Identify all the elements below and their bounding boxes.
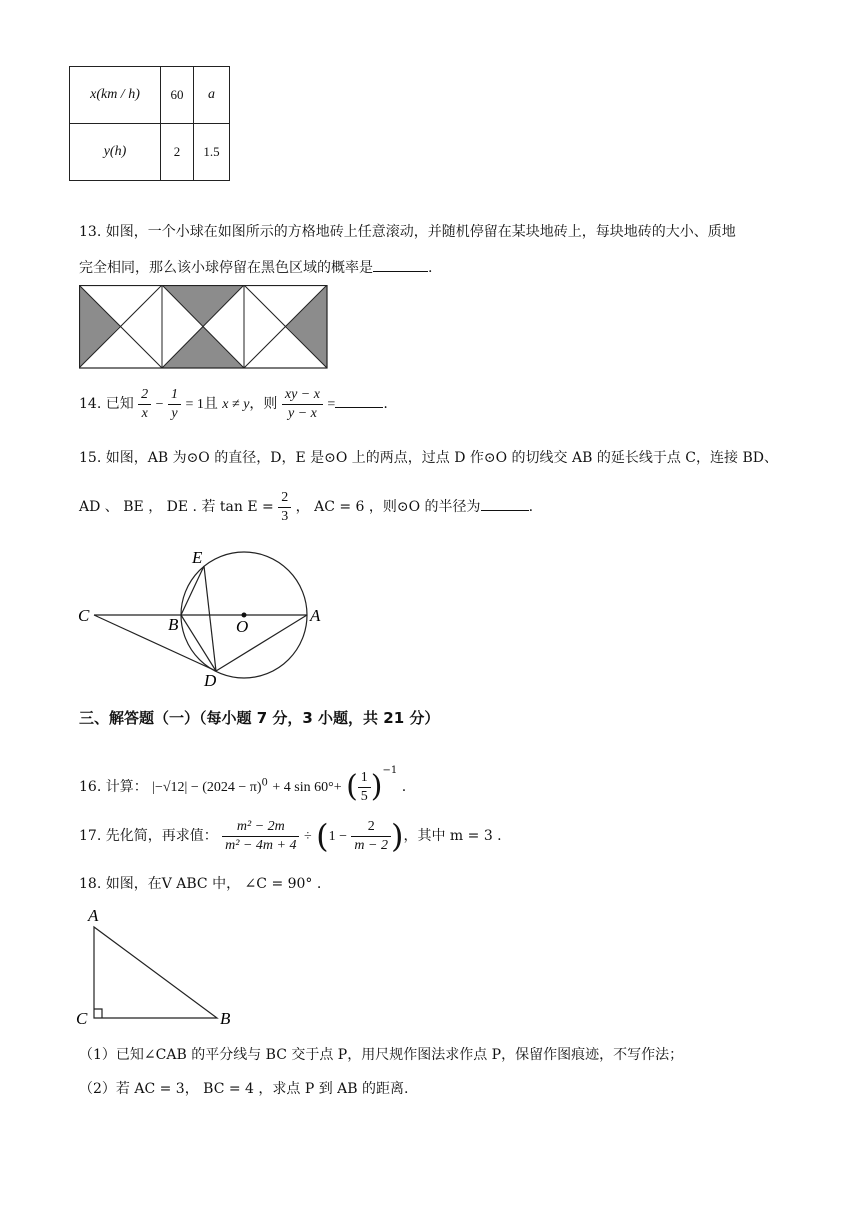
fraction: $\frac{1}{5}$ [358, 769, 371, 806]
value-table [69, 66, 230, 181]
q18-sub2: （2）若 AC = 3， BC = 4 ，求点 P 到 AB 的距离. [79, 1081, 409, 1097]
fraction: $\frac{xy - x}{y - x}$ [282, 386, 323, 423]
fraction: $\frac{2}{x}$ [138, 386, 151, 423]
q14: 14. 已知 $\frac{2}{x}$ − $\frac{1}{y}$ = 1且 x ≠ y，则 $\frac{xy - x}{y - x}$ = . [79, 386, 388, 421]
table-cell: y(h) [70, 124, 161, 181]
label-b: B [168, 615, 179, 634]
q18-sub1: （1）已知∠CAB 的平分线与 BC 交于点 P，用尺规作图法求作点 P，保留作图痕迹，不写作法； [79, 1047, 684, 1063]
q13-line2: 完全相同，那么该小球停留在黑色区域的概率是 . [79, 257, 432, 278]
fraction: $\frac{2}{3}$ [278, 489, 291, 526]
q18-line1: 18. 如图，在V ABC 中， ∠C = 90° . [79, 876, 322, 892]
circle-figure [72, 540, 332, 692]
table-cell: 60 [161, 67, 194, 124]
label-b: B [220, 1009, 231, 1028]
q15-line1: 15. 如图，AB 为⊙O 的直径，D，E 是⊙O 上的两点，过点 D 作⊙O 的切线交 AB 的延长线于点 C，连接 BD、 [79, 450, 778, 466]
fraction: $\frac{1}{y}$ [168, 386, 181, 423]
triangle-figure [72, 905, 242, 1033]
right-angle-mark [94, 1009, 102, 1018]
table-cell: a [194, 67, 230, 124]
label-c: C [76, 1009, 88, 1028]
q17: 17. 先化简，再求值： $\frac{\text{m² − 2m}}{\text{m² − 4m + 4}}$ ÷ (1 − $\frac{2}{m - 2}$ )，其中 m = 3 . [79, 817, 502, 855]
label-d: D [204, 671, 217, 690]
q15-line2: AD 、 BE ， DE . 若 tan E = $\frac{2}{3}$ ， AC = 6 ，则⊙O 的半径为 . [79, 489, 534, 524]
triangle-abc [94, 927, 217, 1018]
section-heading: 三、解答题（一）（每小题 7 分，3 小题，共 21 分） [79, 709, 440, 727]
fraction: $\frac{2}{m - 2}$ [351, 818, 391, 855]
shaded-triangle [162, 326, 244, 368]
label-a: A [88, 906, 99, 925]
shaded-triangle [162, 285, 244, 326]
table-cell: x(km / h) [70, 67, 161, 124]
fraction: $\frac{\text{m² − 2m}}{\text{m² − 4m + 4}}$ [222, 818, 299, 855]
tile-figure [79, 285, 329, 369]
answer-blank [373, 257, 428, 272]
label-e: E [192, 548, 203, 567]
table-cell: 1.5 [194, 124, 230, 181]
label-c: C [78, 606, 90, 625]
shaded-triangle [79, 285, 120, 368]
answer-blank [335, 393, 383, 408]
shaded-triangle [286, 285, 327, 368]
q16: 16. 计算： $|-√12| - (2024 - \pi)^0 + 4$ sin 60°+ ( $\frac{1}{5}$ )$^{-1}$ . [79, 765, 407, 804]
label-o: O [236, 617, 249, 636]
answer-blank [481, 496, 529, 511]
q13-line1: 13. 如图，一个小球在如图所示的方格地砖上任意滚动，并随机停留在某块地砖上，每块地砖的大小、质地 [79, 224, 736, 240]
table-cell: 2 [161, 124, 194, 181]
label-a: A [310, 606, 321, 625]
